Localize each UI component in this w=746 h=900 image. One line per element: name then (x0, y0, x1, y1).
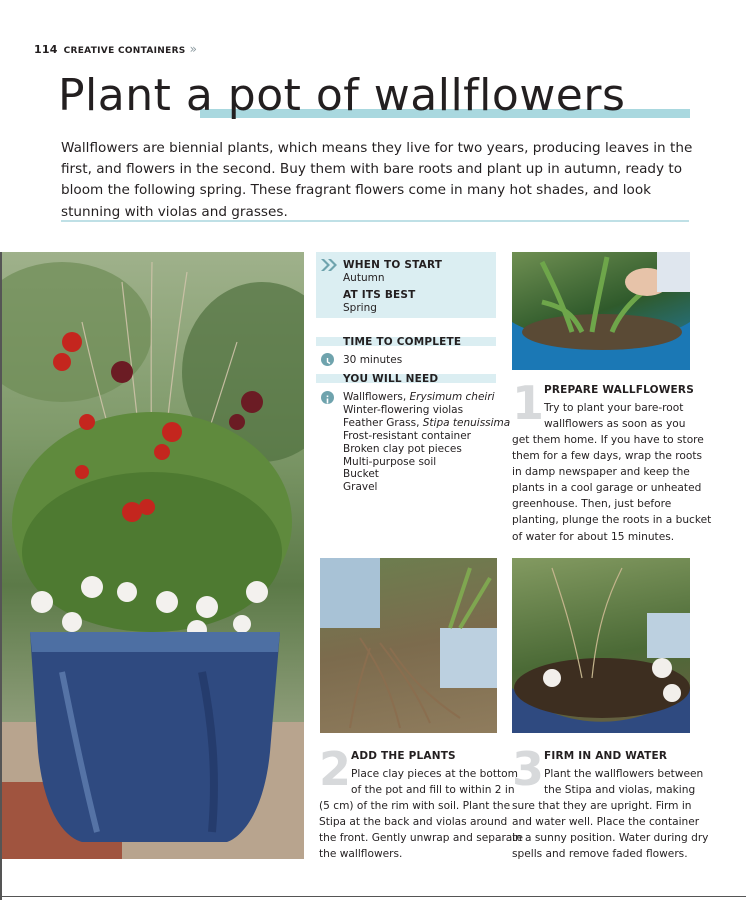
step-heading: ADD THE PLANTS (351, 750, 456, 762)
you-will-need-label: YOU WILL NEED (343, 373, 439, 385)
double-chevron-icon (320, 258, 338, 272)
step-number: 2 (319, 742, 352, 796)
step-text: Place clay pieces at the bottom of the pot and fill to within 2 in (351, 768, 518, 797)
list-item: Feather Grass, Stipa tenuissima (343, 416, 511, 429)
step-text: Plant the wallflowers between the Stipa and violas, making (544, 768, 704, 797)
list-item: Wallflowers, Erysimum cheiri (343, 391, 495, 403)
step-heading: FIRM IN AND WATER (544, 750, 668, 762)
step2-photo-unwrap-roots (320, 558, 497, 733)
chevron-right-icon: » (189, 42, 198, 56)
page-edge (0, 896, 746, 897)
step-number: 3 (512, 742, 545, 796)
info-icon (321, 391, 334, 404)
pot-illustration (2, 252, 304, 859)
main-photo-wallflower-pot (2, 252, 304, 859)
running-head (34, 42, 197, 56)
at-its-best-value: Spring (343, 302, 377, 314)
list-item: Winter-flowering violas (343, 403, 464, 416)
page-edge (0, 252, 2, 900)
step-text-continued: sure that they are upright. Firm in and water well. Place the container in a sunny position. Water during dry spells and remove faded flowers. (512, 800, 709, 861)
at-its-best-label: AT ITS BEST (343, 289, 416, 301)
intro-paragraph: Wallflowers are biennial plants, which means they live for two years, producing leaves in the first, and flowers in the second. Buy them with bare roots and plant up in autumn, ready to bloom the following spring. These fragrant flowers come in many hot shades, and look stunning with violas and grasses. (61, 140, 693, 220)
clock-icon (321, 353, 334, 366)
list-item: Frost-resistant container (343, 429, 471, 442)
step-text-continued: get them home. If you have to store them for a few days, wrap the roots in damp newspaper and keep the plants in a cool garage or unheated greenhouse. Then, just before planting, plunge the roots in a bucket of water for about 15 minutes. (512, 434, 712, 543)
step-number: 1 (512, 376, 545, 430)
divider (61, 220, 689, 222)
step3-photo-firm-in (512, 558, 690, 733)
page-number: 114 (34, 43, 58, 56)
step-text: Try to plant your bare-root wallflowers as soon as you (544, 402, 686, 431)
bucket-illustration (512, 252, 690, 370)
list-item: Gravel (343, 481, 378, 494)
when-to-start-label: WHEN TO START (343, 259, 443, 271)
time-to-complete-label: TIME TO COMPLETE (343, 336, 462, 348)
section-name: CREATIVE CONTAINERS (63, 46, 186, 56)
step-text-continued: (5 cm) of the rim with soil. Plant the Stipa at the back and violas around the front. Gently unwrap and separate the wallflowers. (319, 800, 523, 861)
list-item: Multi-purpose soil (343, 455, 437, 468)
step1-photo-bucket-roots (512, 252, 690, 370)
time-to-complete-value: 30 minutes (343, 354, 403, 366)
step-heading: PREPARE WALLFLOWERS (544, 384, 694, 396)
list-item: Broken clay pot pieces (343, 442, 462, 455)
when-to-start-value: Autumn (343, 272, 385, 284)
list-item: Bucket (343, 468, 379, 481)
planted-pot-illustration (512, 558, 690, 733)
gloves-roots-illustration (320, 558, 497, 733)
page-title: Plant a pot of wallflowers (58, 70, 626, 121)
materials-list (343, 391, 510, 494)
